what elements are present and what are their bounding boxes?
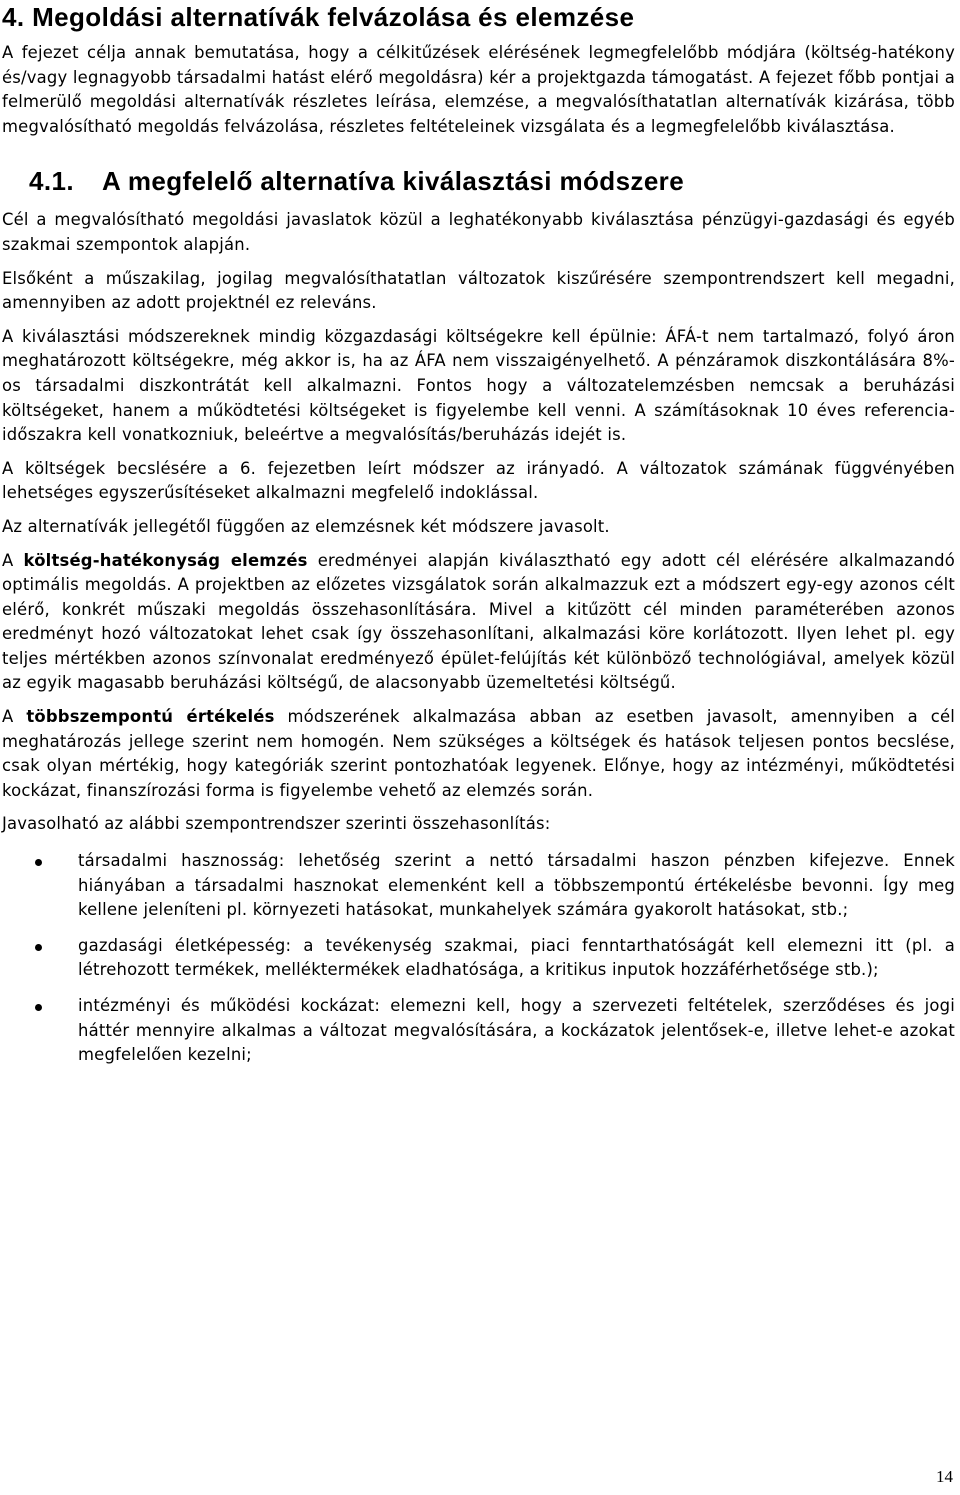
criteria-intro-paragraph: Javasolható az alábbi szempontrendszer szerinti összehasonlítás:: [2, 814, 551, 834]
bullet-icon: [35, 859, 42, 866]
methods-intro-paragraph: Az alternatívák jellegétől függően az elemzésnek két módszere javasolt.: [2, 516, 610, 536]
cost-effectiveness-paragraph: [2, 549, 955, 697]
list-item: [2, 994, 955, 1068]
bullet-icon: [35, 944, 42, 951]
chapter-intro-paragraph: A fejezet célja annak bemutatása, hogy a célkitűzések elérésének legmegfelelőbb módjára (költség-hatékony és/vagy legnagyobb társadalmi hatást elérő megoldásra) kér a projektgazda támogatást. A fejezet főbb pontjai a felmerülő megoldási alternatívák részletes leírása, elemzése, a megvalósíthatatlan alternatívák kizárása, több megvalósítható megoldás felvázolása, részletes feltételeinek vizsgálata és a legmegfelelőbb kiválasztása.: [2, 43, 955, 136]
list-item: [2, 934, 955, 983]
criteria-list: [2, 849, 955, 1068]
goal-paragraph: Cél a megvalósítható megoldási javaslatok közül a leghatékonyabb kiválasztása pénzügyi-gazdasági és egyéb szakmai szempontok alapján.: [2, 210, 955, 254]
multi-criteria-term: többszempontú értékelés: [26, 707, 275, 727]
cost-basis-paragraph: A kiválasztási módszereknek mindig közgazdasági költségekre kell épülnie: ÁFÁ-t nem tartalmazó, folyó áron meghatározott költségekre, még akkor is, ha az ÁFA nem visszaigényelhető. A pénzáramok diszkontálására 8%-os társadalmi diszkontrátát kell alkalmazni. Fontos hogy a változatelemzésben nemcsak a beruházási költségeket, hanem a működtetési költségeket is figyelembe kell venni. A számításoknak 10 éves referencia-időszakra kell vonatkozniuk, beleértve a megvalósítás/beruházás idejét is.: [2, 326, 955, 445]
list-item-text: intézményi és működési kockázat: elemezni kell, hogy a szervezeti feltételek, szerződéses és jogi háttér mennyire alkalmas a változat megvalósítására, a kockázatok jelentősek-e, illetve lehet-e azokat megfelelően kezelni;: [78, 996, 955, 1065]
list-item-text: gazdasági életképesség: a tevékenység szakmai, piaci fenntarthatóságát kell elemezni itt (pl. a létrehozott termékek, melléktermékek eladhatósága, a kritikus inputok hozzáférhetősége stb.);: [78, 935, 955, 980]
chapter-title: 4. Megoldási alternatívák felvázolása és elemzése: [2, 2, 635, 32]
cost-effectiveness-text: eredményei alapján kiválasztható egy adott cél elérésére alkalmazandó optimális megoldás. A projektben az előzetes vizsgálatok során alkalmazzuk ezt a módszert egy-egy azonos célt elérő, konkrét műszaki megoldás összehasonlítására. Mivel a kitűzött cél minden paraméterében azonos eredményt hozó változatokat lehet csak így összehasonlítani, alkalmazási köre korlátozott. Ilyen lehet pl. egy teljes mértékben azonos színvonalat eredményező épület-felújítás két különböző technológiával, amelyek közül az egyik magasabb beruházási költségű, de alacsonyabb üzemeltetési költségű.: [2, 550, 955, 693]
page-number: 14: [936, 1467, 953, 1486]
multi-criteria-paragraph: [2, 705, 955, 803]
cost-estimation-paragraph: A költségek becslésére a 6. fejezetben leírt módszer az irányadó. A változatok számának függvényében lehetséges egyszerűsítéseket alkalmazni megfelelő indoklással.: [2, 458, 955, 503]
list-item: [2, 849, 955, 923]
section-title: A megfelelő alternatíva kiválasztási módszere: [102, 166, 685, 197]
section-number: 4.1.: [29, 166, 74, 197]
multi-criteria-text: módszerének alkalmazása abban az esetben javasolt, amennyiben a cél meghatározás jellege szerint nem homogén. Nem szükséges a költségek és hatások teljesen pontos becslése, csak olyan mértékig, hogy kategóriák szerint pontozhatóak legyenek. Előnye, hogy az intézményi, működtetési kockázat, finanszírozási forma is figyelembe vehető az elemzés során.: [2, 707, 955, 800]
cost-effectiveness-term: költség-hatékonyság elemzés: [23, 550, 308, 570]
list-item-text: társadalmi hasznosság: lehetőség szerint a nettó társadalmi haszon pénzben kifejezve. Ennek hiányában a társadalmi hasznokat elemenként kell a többszempontú értékelésbe bevonni. Így meg kellene jeleníteni pl. környezeti hatásokat, munkahelyek számára gyakorolt hatásokat, stb.;: [78, 851, 955, 920]
section-heading: [29, 166, 955, 196]
bullet-icon: [35, 1004, 42, 1011]
screening-paragraph: Elsőként a műszakilag, jogilag megvalósíthatatlan változatok kiszűrésére szempontrendszert kell megadni, amennyiben az adott projektnél ez releváns.: [2, 268, 955, 313]
multi-criteria-pre: A: [2, 707, 27, 727]
cost-effectiveness-pre: A: [2, 550, 24, 570]
